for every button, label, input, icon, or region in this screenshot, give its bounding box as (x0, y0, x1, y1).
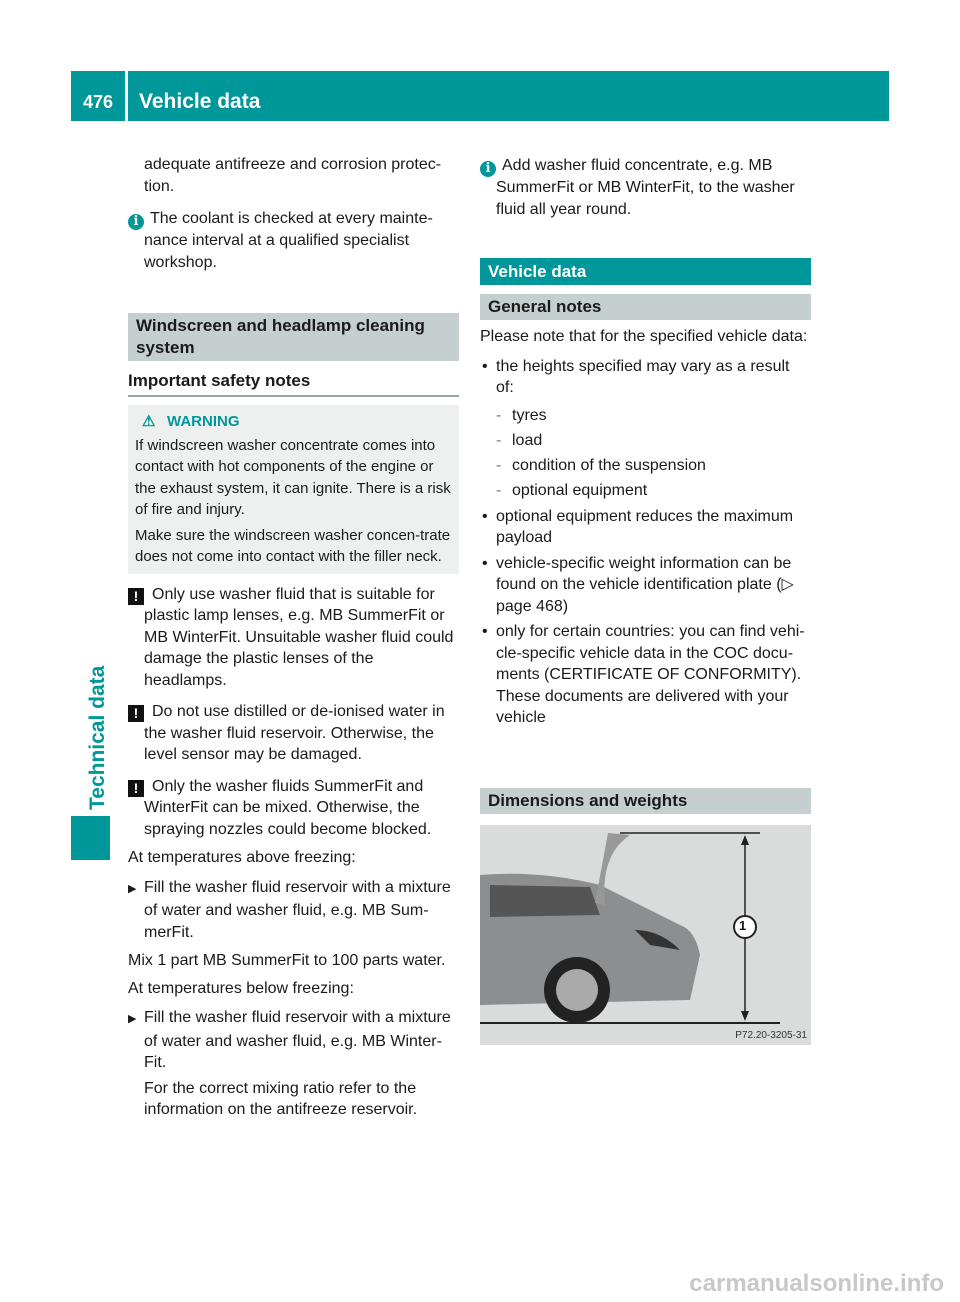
caution-text: Only the washer fluids SummerFit and WinterFit can be mixed. Otherwise, the spraying nozzles could become blocked. (144, 777, 432, 838)
info-note (480, 155, 811, 220)
info-text: The coolant is checked at every mainte-nance interval at a qualified specialist workshop. (144, 210, 433, 271)
right-column (480, 155, 811, 729)
page-title: Vehicle data (128, 71, 889, 121)
intro-text: Please note that for the specified vehicle data: (480, 328, 808, 345)
instruction-step (128, 1007, 459, 1074)
mix-text: Mix 1 part MB SummerFit to 100 parts water. (128, 952, 446, 969)
caution-note (128, 584, 459, 692)
section-heading: Windscreen and headlamp cleaning system (128, 313, 459, 361)
warning-text: Make sure the windscreen washer concen-trate does not come into contact with the filler neck. (135, 526, 451, 565)
figure-code: P72.20-3205-31 (735, 1030, 807, 1041)
instruction-step (128, 877, 459, 944)
bullet-item: • only for certain countries: you can find vehi-cle-specific vehicle data in the COC docu-ments (CERTIFICATE OF CONFORMITY). These documents are delivered with your vehicle (480, 621, 811, 729)
dash-item: - load (480, 428, 811, 453)
exclamation-icon: ! (128, 705, 144, 722)
caution-note (128, 701, 459, 766)
caution-note (128, 776, 459, 841)
page-number: 476 (71, 71, 125, 121)
exclamation-icon: ! (128, 780, 144, 797)
warning-box (128, 405, 459, 574)
step-text: Fill the washer fluid reservoir with a mixture of water and washer fluid, e.g. MB Winter-Fit. (144, 1009, 451, 1071)
bullet-item: • optional equipment reduces the maximum payload (480, 506, 811, 549)
dash-item: - optional equipment (480, 478, 811, 503)
condition-text: At temperatures below freezing: (128, 979, 354, 997)
side-tab-technical-data[interactable]: Technical data (86, 665, 109, 810)
info-icon: i (480, 161, 496, 177)
wheel (556, 969, 598, 1011)
arrow-right-icon: ▶ (128, 1013, 137, 1025)
intro-text: adequate antifreeze and corrosion protec-tion. (144, 156, 442, 195)
info-note (128, 208, 459, 273)
vehicle-height-figure (480, 825, 811, 1045)
left-column (128, 154, 459, 1121)
subsection-heading: General notes (480, 294, 811, 320)
subsection-heading: Important safety notes (128, 371, 459, 397)
warning-triangle-icon: ⚠ (142, 413, 156, 430)
warning-title: WARNING (167, 413, 240, 430)
info-text: Add washer fluid concentrate, e.g. MB SummerFit or MB WinterFit, to the washer fluid all year round. (496, 157, 795, 218)
bullet-item[interactable]: • vehicle-specific weight information can be found on the vehicle identification plate (▷ page 468) (480, 553, 811, 618)
dash-item: - tyres (480, 403, 811, 428)
caution-text: Only use washer fluid that is suitable for plastic lamp lenses, e.g. MB SummerFit or MB WinterFit. Unsuitable washer fluid could damage the plastic lenses of the headlamps. (144, 585, 454, 689)
condition-text: At temperatures above freezing: (128, 849, 356, 866)
dash-item: - condition of the suspension (480, 453, 811, 478)
info-icon: i (128, 214, 144, 230)
side-tab-marker (71, 816, 110, 860)
callout-number: 1 (739, 918, 747, 933)
arrow-right-icon: ▶ (128, 882, 137, 895)
exclamation-icon: ! (128, 588, 144, 605)
subsection-heading: Dimensions and weights (480, 788, 811, 814)
section-heading: Vehicle data (480, 258, 811, 285)
caution-text: Do not use distilled or de-ionised water in the washer fluid reservoir. Otherwise, the level sensor may be damaged. (144, 703, 445, 763)
bullet-item: • the heights specified may vary as a result of: (480, 356, 811, 399)
watermark: carmanualsonline.info (689, 1270, 944, 1297)
ratio-text: For the correct mixing ratio refer to the information on the antifreeze reservoir. (144, 1079, 418, 1118)
warning-text: If windscreen washer concentrate comes into contact with hot components of the engine or the exhaust system, it can ignite. There is a risk of fire and injury. (135, 436, 451, 518)
car-rear-illustration (480, 825, 811, 1045)
step-text: Fill the washer fluid reservoir with a mixture of water and washer fluid, e.g. MB Sum-merFit. (144, 878, 451, 941)
